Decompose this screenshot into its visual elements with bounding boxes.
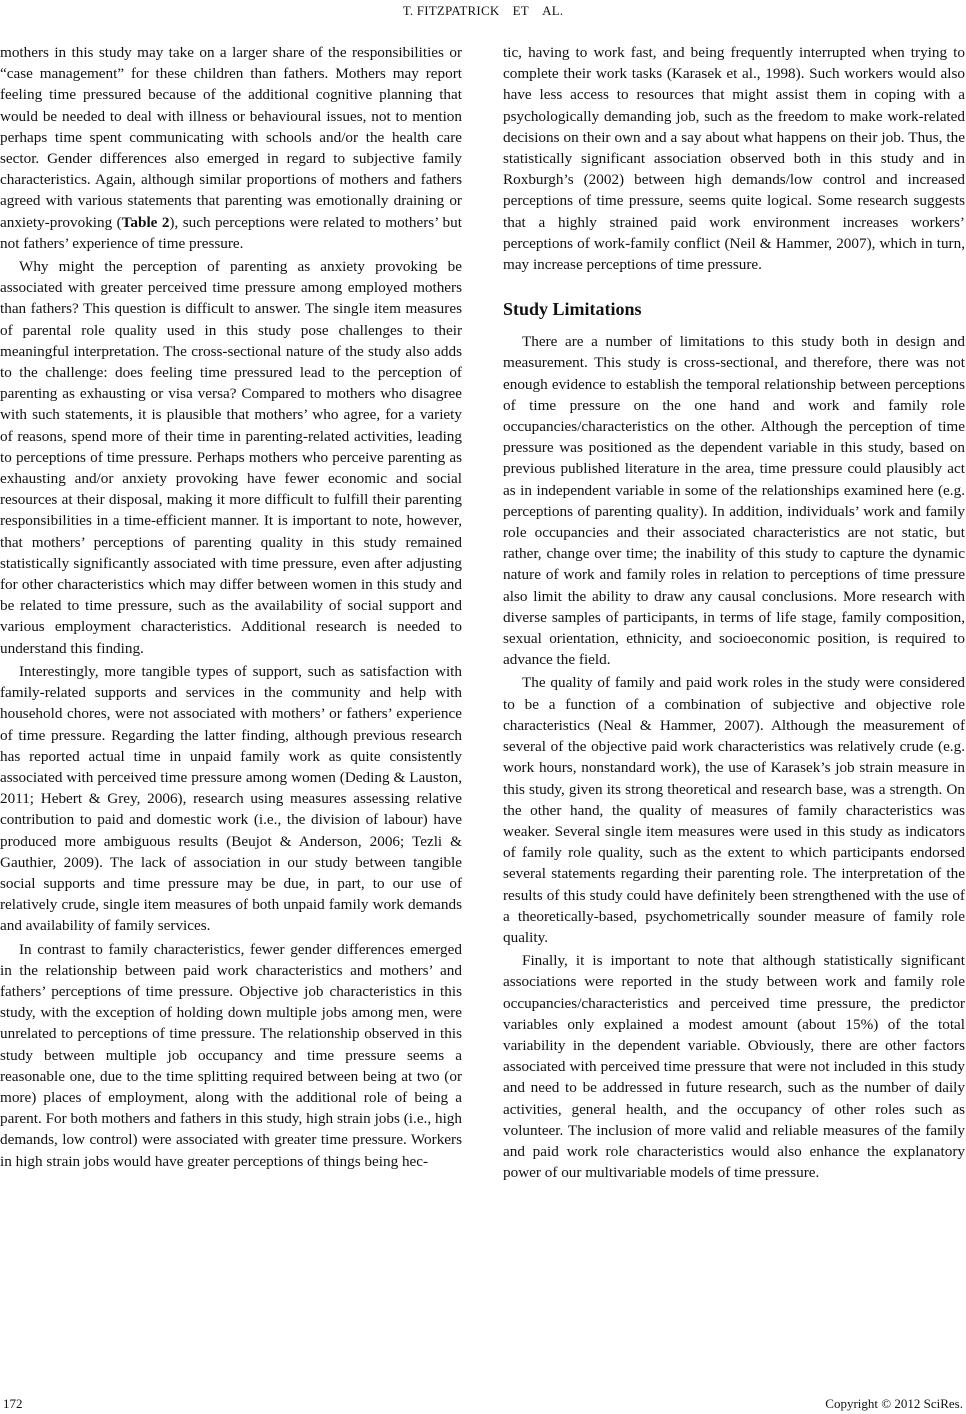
right-column	[503, 42, 965, 1183]
running-head: T. FITZPATRICK ET AL.	[402, 3, 564, 18]
paragraph	[0, 42, 462, 254]
paragraph: Interestingly, more tangible types of support, such as satisfaction with family-related supports and services in the community and help with household chores, were not associated with mothers’ or fathers’ experience of time pressure. Regarding the latter finding, although previous research has reported actual time in unpaid family work as quite consistently associated with perceived time pressure among women (Deding & Lauston, 2011; Hebert & Grey, 2006), research using measures assessing relative contribution to paid and domestic work (i.e., the division of labour) have produced more ambiguous results (Beujot & Anderson, 2006; Tezli & Gauthier, 2009). The lack of association in our study between tangible social supports and time pressure may be due, in part, to our use of relatively crude, single item measures of both unpaid family work demands and availability of family services.	[0, 662, 462, 935]
paragraph: There are a number of limitations to this study both in design and measurement. This study is cross-sectional, and therefore, there was not enough evidence to establish the temporal relationship between perceptions of time pressure on the one hand and work and family role occupancies/characteristics on the other. Although the perception of time pressure was positioned as the dependent variable in this study, based on previous published literature in the area, time pressure could plausibly act as in independent variable in some of the relationships examined here (e.g. perceptions of parenting quality). In addition, individuals’ work and family role occupancies and their associated characteristics are not static, but rather, change over time; the inability of this study to capture the dynamic nature of work and family roles in relation to perceptions of time pressure also limit the ability to draw any causal conclusions. More research with diverse samples of participants, in terms of life stage, family composition, sexual orientation, ethnicity, and socioeconomic position, is required to advance the field.	[503, 333, 965, 669]
section-heading: Study Limitations	[503, 299, 642, 320]
paragraph-text: mothers in this study may take on a larger share of the responsibilities or “case management” for these children than fathers. Mothers may report feeling time pressured because of the additional cognitive planning that would be needed to deal with illness or behavioural issues, not to mention perhaps time spent communicating with schools and/or the health care sector. Gender differences also emerged in regard to subjective family characteristics. Again, although similar proportions of mothers and fathers agreed with various statements that parenting was emotionally draining or anxiety-provoking (	[0, 44, 462, 231]
copyright: Copyright © 2012 SciRes.	[825, 1396, 963, 1411]
table-reference[interactable]: Table 2	[121, 213, 170, 231]
paragraph: Finally, it is important to note that although statistically significant associations were reported in the study between work and family role occupancies/characteristics and perceived time pressure, the predictor variables only explained a modest amount (about 15%) of the total variability in the dependent variable. Obviously, there are other factors associated with perceived time pressure that were not included in this study and need to be addressed in future research, such as the number of daily activities, general health, and the occupancy of other roles such as volunteer. The inclusion of more valid and reliable measures of the family and paid work role characteristics would also enhance the explanatory power of our multivariable models of time pressure.	[503, 952, 965, 1182]
page-number: 172	[3, 1396, 23, 1411]
paragraph-text: ), such perceptions were related to mothers’ but not fathers’ experience of time pressure.	[0, 213, 462, 252]
paragraph: Why might the perception of parenting as anxiety provoking be associated with greater perceived time pressure among employed mothers than fathers? This question is difficult to answer. The single item measures of parental role quality used in this study pose challenges to their meaningful interpretation. The cross-sectional nature of the study also adds to the challenge: does feeling time pressured lead to the perception of parenting as exhausting or visa versa? Compared to mothers who disagree with such statements, it is plausible that mothers’ who agree, for a variety of reasons, spend more of their time in parenting-related activities, leading to perceptions of time pressure. Perhaps mothers who perceive parenting as exhausting and/or anxiety provoking have fewer economic and social resources at their disposal, making it more difficult to fulfill their parenting responsibilities in a time-efficient manner. It is important to note, however, that mothers’ perceptions of parenting quality in this study remained statistically significantly associated with time pressure, even after adjusting for other characteristics which may differ between women in this study and be related to time pressure, such as the availability of social support and various employment characteristics. Additional research is needed to understand this finding.	[0, 258, 462, 657]
paragraph: The quality of family and paid work roles in the study were considered to be a function of a combination of subjective and objective role characteristics (Neal & Hammer, 2007). Although the measurement of several of the objective paid work characteristics was relatively crude (e.g. work hours, nonstandard work), the use of Karasek’s job strain measure in this study, given its strong theoretical and research base, was a strength. On the other hand, the quality of measures of family characteristics was weaker. Several single item measures were used in this study as indicators of family role quality, such as the extent to which participants endorsed several statements regarding their parenting role. The interpretation of the results of this study could have definitely been strengthened with the use of a theoretically-based, psychometrically sounder measure of family role quality.	[503, 674, 965, 946]
paragraph: In contrast to family characteristics, fewer gender differences emerged in the relationship between paid work characteristics and mothers’ and fathers’ perceptions of time pressure. Objective job characteristics in this study, with the exception of holding down multiple jobs among men, were unrelated to perceptions of time pressure. The relationship observed in this study between multiple job occupancy and time pressure seems a reasonable one, due to the time splitting required between being at two (or more) places of employment, along with the additional role of being a parent. For both mothers and fathers in this study, high strain jobs (i.e., high demands, low control) were associated with greater time pressure. Workers in high strain jobs would have greater perceptions of things being hec-	[0, 940, 462, 1170]
left-column	[0, 42, 462, 1172]
paragraph: tic, having to work fast, and being frequently interrupted when trying to complete their work tasks (Karasek et al., 1998). Such workers would also have less access to resources that might assist them in coping with a psychologically demanding job, such as the freedom to make work-related decisions on their own and a say about what happens on their job. Thus, the statistically significant association observed both in this study and in Roxburgh’s (2002) between high demands/low control and increased perceptions of time pressure, seems quite logical. Some research suggests that a highly strained paid work environment increases workers’ perceptions of work-family conflict (Neil & Hammer, 2007), which in turn, may increase perceptions of time pressure.	[503, 44, 965, 274]
